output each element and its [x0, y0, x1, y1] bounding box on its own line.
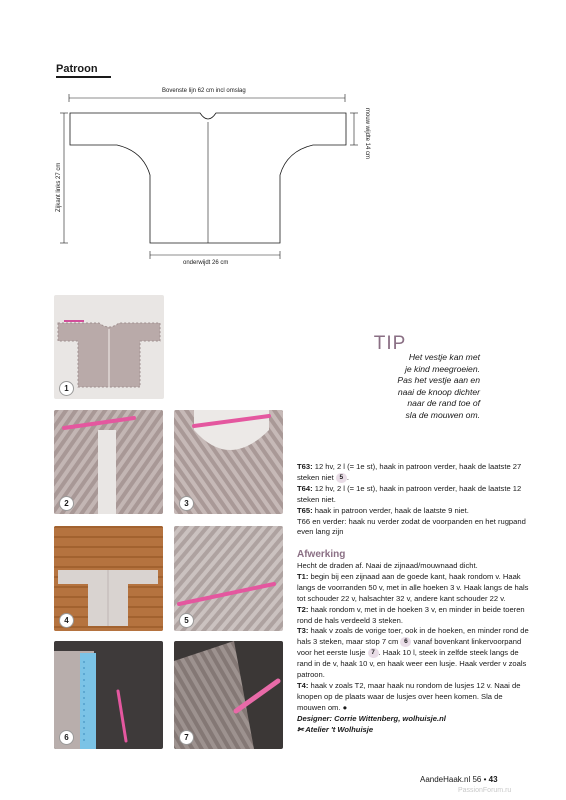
afwerking-intro: Hecht de draden af. Naai de zijnaad/mouwnaad dicht.	[297, 561, 478, 570]
photo-badge: 2	[59, 496, 74, 511]
right-dimension-label: mouw wijdte 14 cm	[364, 108, 370, 160]
photo-5	[174, 526, 283, 631]
title-underline	[56, 76, 111, 78]
step-badge: 5	[336, 473, 347, 483]
tip-line: naar de rand toe of	[407, 398, 480, 409]
photo-badge: 5	[179, 613, 194, 628]
tip-line: Pas het vestje aan en	[397, 375, 480, 386]
pattern-diagram	[55, 85, 375, 275]
photo-badge: 3	[179, 496, 194, 511]
photo-2	[54, 410, 163, 514]
photo-badge: 6	[59, 730, 74, 745]
end-mark: ●	[342, 702, 348, 712]
section-title: Patroon	[56, 63, 98, 75]
page-footer	[420, 775, 498, 784]
watermark: PassionForum.ru	[458, 787, 512, 794]
afwerking-block	[297, 561, 529, 736]
atelier-credit: ✄ Atelier 't Wolhuisje	[297, 724, 374, 734]
scissors-icon: ✄	[297, 724, 306, 734]
row-t63: T63: 12 hv, 2 l (= 1e st), haak in patroon verder, haak de laatste 27 steken niet 5 .	[297, 462, 522, 482]
photo-badge: 7	[179, 730, 194, 745]
left-dimension-label: Zijkant links 27 cm	[56, 162, 62, 212]
step-badge: 7	[368, 648, 379, 658]
photo-7	[174, 641, 283, 749]
top-dimension-label: Bovenste lijn 62 cm incl omslag	[162, 88, 246, 94]
tip-body	[340, 352, 480, 422]
row-t64: T64: 12 hv, 2 l (= 1e st), haak in patroon verder, haak de laatste 12 steken niet.	[297, 483, 522, 504]
magazine-name: AandeHaak.nl 56	[420, 775, 482, 784]
afwerking-t4: T4: haak v zoals T2, maar haak nu rondom de lusjes 12 v. Naai de knopen op de plaats waar de lusjes over heen komen. Sla de mouwen om. ●	[297, 680, 521, 712]
tip-line: naai de knoop dichter	[397, 386, 480, 397]
afwerking-t1: T1: begin bij een zijnaad aan de goede kant, haak rondom v. Haak langs de voorranden 50 v, met in alle hoeken 3 v. Haak langs de hals tot schouder 22 v, halsachter 32 v, andere kant schouder 22 v.	[297, 571, 529, 603]
photo-badge: 4	[59, 613, 74, 628]
tip-line: Het vestje kan met	[408, 352, 480, 362]
afwerking-heading: Afwerking	[297, 549, 346, 560]
tip-line: je kind meegroeien.	[404, 363, 480, 374]
footer-bullet: •	[483, 775, 487, 784]
step-badge: 6	[400, 637, 411, 647]
photo-3	[174, 410, 283, 514]
tip-line: sla de mouwen om.	[405, 409, 480, 420]
rows-block	[297, 462, 529, 538]
page-number: 43	[488, 775, 498, 784]
tip-title: TIP	[373, 333, 407, 354]
photo-4	[54, 526, 163, 631]
photo-1	[54, 295, 164, 399]
photo-6	[54, 641, 163, 749]
afwerking-t2: T2: haak rondom v, met in de hoeken 3 v, en minder in beide toeren rond de hals verdeeld 3 steken.	[297, 604, 525, 625]
afwerking-t3: T3: haak v zoals de vorige toer, ook in de hoeken, en minder rond de hals 3 steken, maar stop 7 cm 6 vanaf bovenkant linkervoorpand voor het eerste lusje 7 . Haak 10 l, steek in zelfde steek langs de rand in de v, haak 10 v, en haak weer een lusje. Haak verder v zoals patroon.	[297, 626, 529, 680]
designer-credit: Designer: Corrie Wittenberg, wolhuisje.nl	[297, 713, 446, 723]
photo-badge: 1	[59, 381, 74, 396]
row-t65: T65: haak in patroon verder, haak de laatste 9 niet.	[297, 505, 469, 515]
bottom-dimension-label: onderwijdt 26 cm	[183, 260, 229, 266]
row-t66: T66 en verder: haak nu verder zodat de voorpanden en het rugpand even lang zijn	[297, 516, 526, 537]
